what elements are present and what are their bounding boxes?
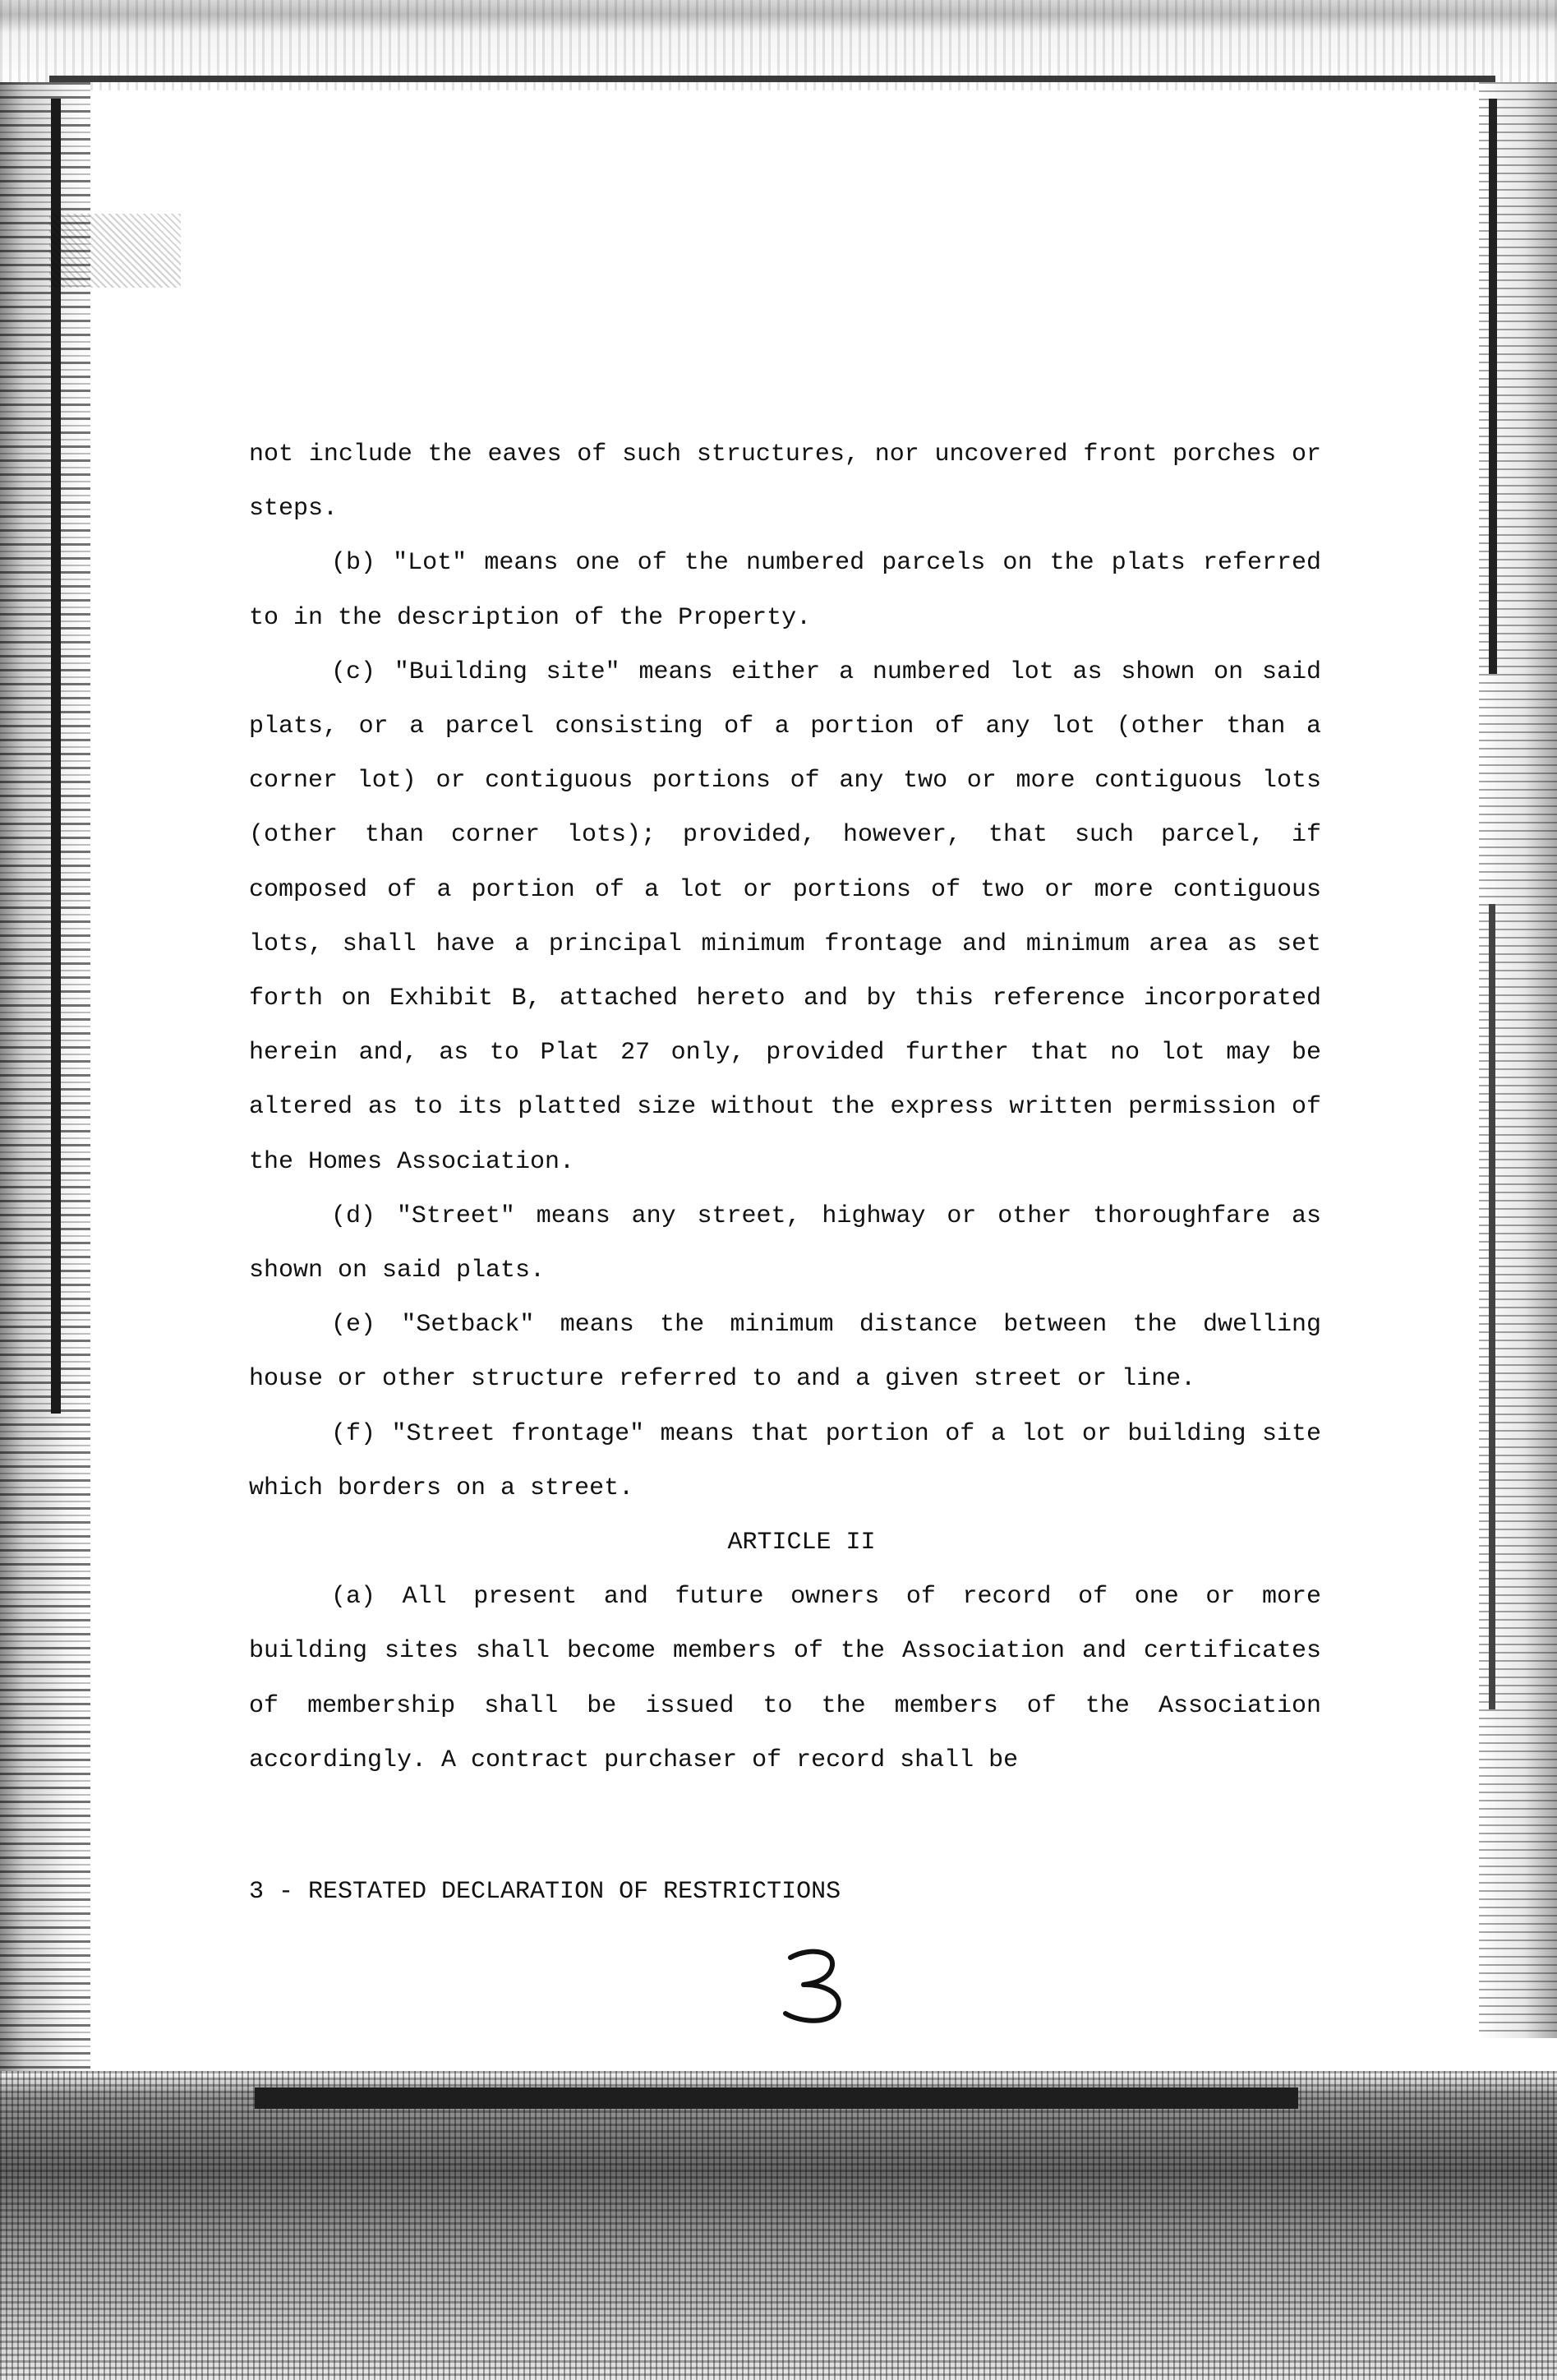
- scan-rule-top: [49, 76, 1495, 82]
- scan-border-left: [0, 82, 90, 2071]
- handwritten-page-number: [766, 1940, 864, 2030]
- paragraph-membership: (a) All present and future owners of record of one or more building sites shall become members of the Association and certificates of membership shall be issued to the members of the Association accordingly. A contract purchaser of record shall be: [249, 1583, 1321, 1774]
- scan-smudge: [49, 214, 181, 288]
- scan-bar-right-lower: [1489, 904, 1495, 1709]
- paragraph-building-site-definition: (c) "Building site" means either a numbered lot as shown on said plats, or a parcel consisting of a portion of any lot (other than a corner lot) or contiguous portions of any two or more contiguous lots (other than corner lots); provided, however, that such parcel, if composed of a portion of a lot or portions of two or more contiguous lots, shall have a principal minimum frontage and minimum area as set forth on Exhibit B, attached hereto and by this reference incorporated herein and, as to Plat 27 only, provided further that no lot may be altered as to its platted size without the express written permission of the Homes Association.: [249, 657, 1321, 1176]
- page-footer: 3 - RESTATED DECLARATION OF RESTRICTIONS: [249, 1878, 841, 1906]
- paragraph-lot-definition: (b) "Lot" means one of the numbered parcels on the plats referred to in the description of the Property.: [249, 549, 1321, 632]
- scan-border-bottom: [0, 2071, 1557, 2380]
- paragraph-continuation: not include the eaves of such structures, nor uncovered front porches or steps.: [249, 440, 1321, 524]
- scan-bar-left: [51, 99, 61, 1414]
- scan-band-bottom: [255, 2087, 1298, 2109]
- scan-bar-right: [1489, 99, 1497, 674]
- paragraph-setback-definition: (e) "Setback" means the minimum distance between the dwelling house or other structure referred to and a given street or line.: [249, 1311, 1321, 1394]
- paragraph-street-definition: (d) "Street" means any street, highway or other thoroughfare as shown on said plats.: [249, 1202, 1321, 1285]
- article-heading: ARTICLE II: [727, 1529, 876, 1557]
- paragraph-street-frontage-definition: (f) "Street frontage" means that portion of a lot or building site which borders on a street.: [249, 1419, 1321, 1502]
- document-body: [249, 427, 1321, 1787]
